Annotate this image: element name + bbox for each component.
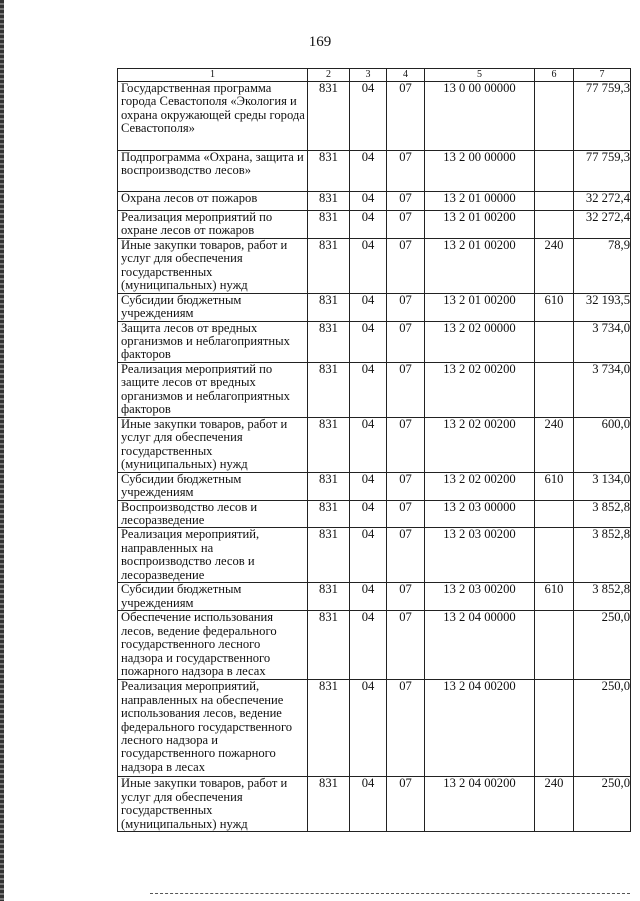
cell-rz: 04: [350, 238, 387, 293]
cell-vr: 610: [535, 472, 574, 500]
table-row: [118, 611, 631, 680]
cell-vr: [535, 528, 574, 583]
cell-sum: 3 734,0: [574, 321, 631, 362]
cell-name: Подпрограмма «Охрана, защита и воспроизводство лесов»: [118, 151, 308, 192]
cell-ved: 831: [308, 528, 350, 583]
cell-rz: 04: [350, 611, 387, 680]
cell-vr: [535, 611, 574, 680]
cell-pr: 07: [387, 472, 425, 500]
cell-pr: 07: [387, 321, 425, 362]
cell-name: Реализация мероприятий, направленных на воспроизводство лесов и лесоразведение: [118, 528, 308, 583]
cell-pr: 07: [387, 82, 425, 151]
cell-csr: 13 2 02 00200: [425, 472, 535, 500]
cell-csr: 13 2 04 00200: [425, 777, 535, 832]
cell-sum: 77 759,3: [574, 82, 631, 151]
cell-pr: 07: [387, 777, 425, 832]
cell-ved: 831: [308, 82, 350, 151]
cell-name: Субсидии бюджетным учреждениям: [118, 472, 308, 500]
table-row: [118, 151, 631, 192]
table-row: [118, 777, 631, 832]
cell-sum: 250,0: [574, 611, 631, 680]
cell-pr: 07: [387, 238, 425, 293]
cell-sum: 77 759,3: [574, 151, 631, 192]
cell-vr: 610: [535, 293, 574, 321]
cell-ved: 831: [308, 777, 350, 832]
cell-pr: 07: [387, 362, 425, 417]
scan-left-edge: [0, 0, 4, 901]
cell-vr: [535, 151, 574, 192]
cell-rz: 04: [350, 583, 387, 611]
cell-name: Субсидии бюджетным учреждениям: [118, 293, 308, 321]
cell-vr: [535, 211, 574, 239]
table-row: [118, 417, 631, 472]
table-row: [118, 472, 631, 500]
cell-ved: 831: [308, 500, 350, 528]
cell-csr: 13 2 01 00200: [425, 293, 535, 321]
cell-sum: 3 734,0: [574, 362, 631, 417]
cell-rz: 04: [350, 500, 387, 528]
cell-ved: 831: [308, 417, 350, 472]
cell-vr: [535, 321, 574, 362]
cell-csr: 13 2 01 00000: [425, 192, 535, 211]
table-row: [118, 528, 631, 583]
cell-ved: 831: [308, 611, 350, 680]
cell-name: Иные закупки товаров, работ и услуг для обеспечения государственных (муниципальных) нужд: [118, 238, 308, 293]
cell-name: Государственная программа города Севастополя «Экология и охрана окружающей среды города Севастополя»: [118, 82, 308, 151]
cell-vr: [535, 680, 574, 777]
cell-pr: 07: [387, 211, 425, 239]
table-body: [118, 82, 631, 832]
cell-rz: 04: [350, 293, 387, 321]
cell-rz: 04: [350, 82, 387, 151]
cell-vr: [535, 82, 574, 151]
table-row: [118, 500, 631, 528]
cell-ved: 831: [308, 321, 350, 362]
cell-ved: 831: [308, 211, 350, 239]
table-row: [118, 238, 631, 293]
cell-name: Реализация мероприятий по охране лесов от пожаров: [118, 211, 308, 239]
cell-csr: 13 2 04 00000: [425, 611, 535, 680]
cell-csr: 13 2 01 00200: [425, 211, 535, 239]
column-header: 2: [308, 69, 350, 82]
cell-csr: 13 2 04 00200: [425, 680, 535, 777]
cell-name: Реализация мероприятий по защите лесов от вредных организмов и неблагоприятных факторов: [118, 362, 308, 417]
cell-name: Иные закупки товаров, работ и услуг для обеспечения государственных (муниципальных) нужд: [118, 777, 308, 832]
cell-pr: 07: [387, 611, 425, 680]
cell-name: Воспроизводство лесов и лесоразведение: [118, 500, 308, 528]
cell-vr: 240: [535, 777, 574, 832]
cell-name: Обеспечение использования лесов, ведение федерального государственного лесного надзора и государственного пожарного надзора в лесах: [118, 611, 308, 680]
cell-vr: 240: [535, 417, 574, 472]
cell-sum: 3 852,8: [574, 583, 631, 611]
cell-csr: 13 2 00 00000: [425, 151, 535, 192]
cell-csr: 13 2 03 00200: [425, 528, 535, 583]
cell-pr: 07: [387, 500, 425, 528]
cell-pr: 07: [387, 417, 425, 472]
page-number: 169: [308, 34, 332, 50]
cell-sum: 3 134,0: [574, 472, 631, 500]
cell-rz: 04: [350, 680, 387, 777]
cell-pr: 07: [387, 293, 425, 321]
cell-vr: [535, 192, 574, 211]
cell-sum: 32 272,4: [574, 192, 631, 211]
cell-csr: 13 2 02 00200: [425, 417, 535, 472]
cell-rz: 04: [350, 362, 387, 417]
table-row: [118, 583, 631, 611]
cell-sum: 3 852,8: [574, 500, 631, 528]
cell-sum: 250,0: [574, 680, 631, 777]
cell-rz: 04: [350, 151, 387, 192]
cell-csr: 13 2 03 00200: [425, 583, 535, 611]
table-row: [118, 321, 631, 362]
column-header: 3: [350, 69, 387, 82]
cell-pr: 07: [387, 151, 425, 192]
cell-pr: 07: [387, 583, 425, 611]
cell-sum: 32 193,5: [574, 293, 631, 321]
cell-vr: [535, 362, 574, 417]
cell-csr: 13 2 03 00000: [425, 500, 535, 528]
cell-csr: 13 2 02 00000: [425, 321, 535, 362]
table-row: [118, 211, 631, 239]
cell-rz: 04: [350, 321, 387, 362]
cell-sum: 32 272,4: [574, 211, 631, 239]
cell-sum: 600,0: [574, 417, 631, 472]
table-row: [118, 82, 631, 151]
cell-sum: 3 852,8: [574, 528, 631, 583]
cell-rz: 04: [350, 192, 387, 211]
cell-pr: 07: [387, 528, 425, 583]
column-header: 1: [118, 69, 308, 82]
header-row: [118, 69, 631, 82]
cell-ved: 831: [308, 362, 350, 417]
cell-csr: 13 2 01 00200: [425, 238, 535, 293]
cell-ved: 831: [308, 293, 350, 321]
cell-pr: 07: [387, 192, 425, 211]
cell-vr: 610: [535, 583, 574, 611]
cell-name: Реализация мероприятий, направленных на обеспечение использования лесов, ведение федерального государственного лесного надзора и государственного пожарного надзора в лесах: [118, 680, 308, 777]
column-header: 4: [387, 69, 425, 82]
cell-ved: 831: [308, 680, 350, 777]
cell-rz: 04: [350, 417, 387, 472]
table-row: [118, 192, 631, 211]
cell-ved: 831: [308, 583, 350, 611]
cell-name: Защита лесов от вредных организмов и неблагоприятных факторов: [118, 321, 308, 362]
cell-sum: 250,0: [574, 777, 631, 832]
table-row: [118, 293, 631, 321]
cell-ved: 831: [308, 472, 350, 500]
cell-rz: 04: [350, 211, 387, 239]
cell-sum: 78,9: [574, 238, 631, 293]
scan-bottom-edge: [150, 893, 630, 895]
cell-csr: 13 0 00 00000: [425, 82, 535, 151]
column-header: 5: [425, 69, 535, 82]
table-row: [118, 362, 631, 417]
cell-csr: 13 2 02 00200: [425, 362, 535, 417]
cell-vr: [535, 500, 574, 528]
cell-ved: 831: [308, 192, 350, 211]
cell-rz: 04: [350, 472, 387, 500]
cell-name: Субсидии бюджетным учреждениям: [118, 583, 308, 611]
cell-name: Охрана лесов от пожаров: [118, 192, 308, 211]
budget-table: [117, 68, 631, 832]
cell-ved: 831: [308, 238, 350, 293]
cell-vr: 240: [535, 238, 574, 293]
cell-rz: 04: [350, 777, 387, 832]
column-header: 7: [574, 69, 631, 82]
cell-rz: 04: [350, 528, 387, 583]
column-header: 6: [535, 69, 574, 82]
cell-pr: 07: [387, 680, 425, 777]
table-row: [118, 680, 631, 777]
cell-ved: 831: [308, 151, 350, 192]
cell-name: Иные закупки товаров, работ и услуг для обеспечения государственных (муниципальных) нужд: [118, 417, 308, 472]
